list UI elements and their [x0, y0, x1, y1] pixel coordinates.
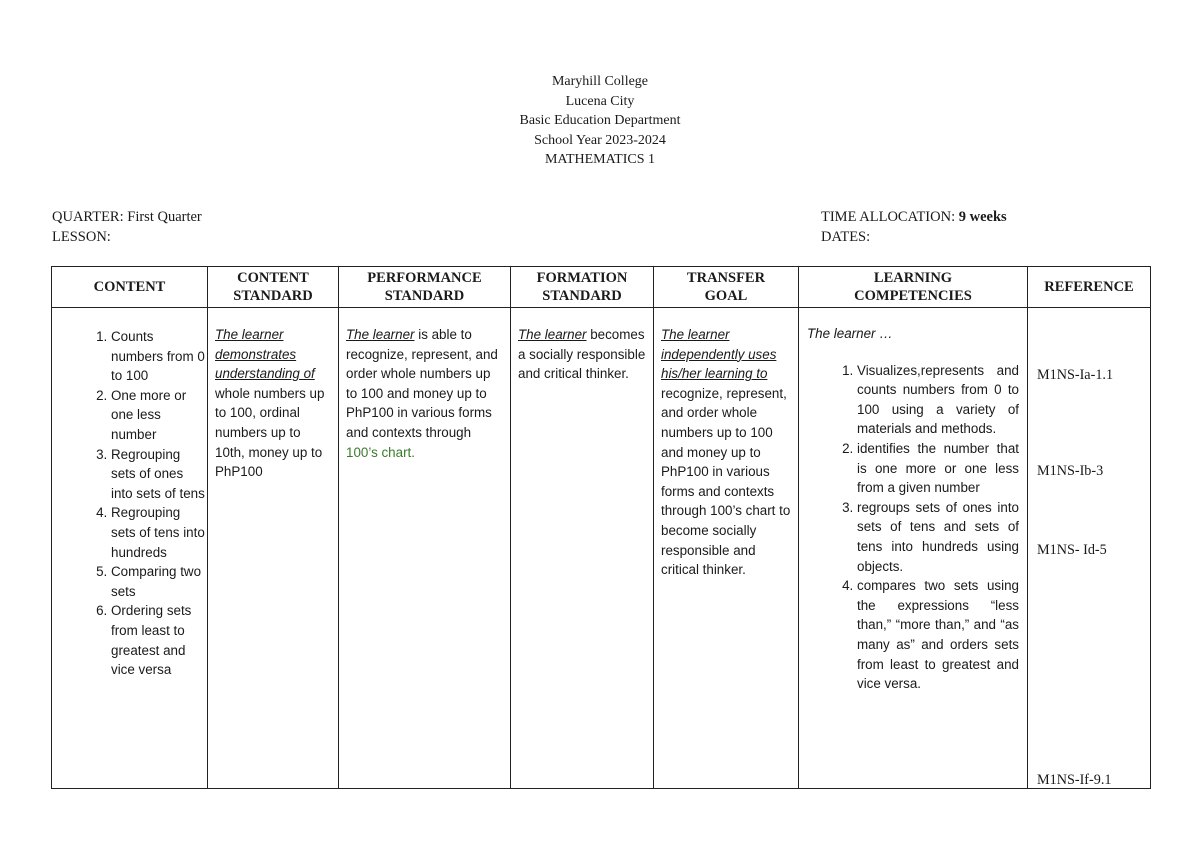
list-item: 3. regroups sets of ones into sets of tens and sets of tens into hundreds using objects.	[857, 498, 1019, 576]
time-allocation-value: 9 weeks	[958, 209, 1007, 225]
content-cell	[52, 308, 208, 789]
lesson-line	[52, 228, 202, 248]
dates-label: DATES:	[821, 228, 871, 245]
list-item: 4. Regrouping sets of tens into hundreds	[111, 503, 207, 562]
school-year: School Year 2023-2024	[534, 132, 666, 148]
transfer-goal-text: recognize, represent, and order whole numbers up to 100 and money up to PhP100 in various forms and contexts through 100’s chart to become socially responsible and critical thinker.	[661, 385, 791, 578]
header-formation-standard: FORMATION STANDARD	[511, 267, 654, 308]
performance-standard-highlight: 100’s chart.	[346, 444, 415, 460]
time-allocation-line	[821, 208, 1007, 228]
list-item: 1. Visualizes,represents and counts numbers from 0 to 100 using a variety of materials and methods.	[857, 361, 1019, 439]
header-learning-competencies: LEARNING COMPETENCIES	[799, 267, 1028, 308]
reference-code: M1NS-Ia-1.1	[1037, 367, 1114, 383]
formation-standard-text: becomes a socially responsible and critical thinker.	[518, 327, 646, 382]
transfer-goal-cell	[654, 308, 799, 789]
list-item: 2. identifies the number that is one more or one less from a given number	[857, 439, 1019, 498]
formation-standard-lead: The learner	[518, 327, 587, 342]
list-item: 2. One more or one less number	[111, 386, 207, 445]
list-item: 3. Regrouping sets of ones into sets of tens	[111, 445, 207, 504]
quarter-line	[52, 208, 202, 228]
performance-standard-text: is able to recognize, represent, and order whole numbers up to 100 and money up to PhP100 in various forms and contexts through	[346, 327, 498, 440]
department-name: Basic Education Department	[519, 113, 681, 128]
performance-standard-lead: The learner	[346, 327, 415, 342]
school-name: Maryhill College	[551, 74, 649, 89]
content-standard-cell	[208, 308, 339, 789]
list-item: 1. Counts numbers from 0 to 100	[111, 327, 207, 386]
list-item: 6. Ordering sets from least to greatest and vice versa	[111, 601, 207, 679]
header-performance-standard: PERFORMANCE STANDARD	[339, 267, 511, 308]
curriculum-map-table	[51, 266, 1151, 789]
quarter-value: First Quarter	[127, 209, 202, 225]
learning-competencies-cell	[799, 308, 1028, 789]
table-row	[52, 308, 1151, 789]
meta-right-block	[821, 208, 1007, 247]
header-transfer-goal: TRANSFER GOAL	[654, 267, 799, 308]
reference-code: M1NS-If-9.1	[1037, 772, 1112, 788]
school-city: Lucena City	[565, 93, 635, 109]
header-reference: REFERENCE	[1028, 267, 1151, 308]
table-header-row	[52, 267, 1151, 308]
performance-standard-cell	[339, 308, 511, 789]
reference-cell	[1028, 308, 1151, 789]
content-list	[52, 327, 207, 680]
dates-line	[821, 228, 1007, 248]
content-standard-lead: The learner demonstrates understanding of	[215, 327, 315, 382]
reference-code: M1NS- Id-5	[1037, 542, 1107, 558]
quarter-label: QUARTER:	[52, 209, 124, 225]
time-allocation-label: TIME ALLOCATION:	[821, 209, 956, 225]
subject-title: MATHEMATICS 1	[544, 152, 656, 167]
learning-competencies-intro: The learner …	[807, 326, 893, 341]
content-standard-text: whole numbers up to 100, ordinal numbers up to 10th, money up to PhP100	[215, 385, 325, 480]
list-item: 4. compares two sets using the expressions “less than,” “more than,” and “as many as” and orders sets from least to greatest and vice versa.	[857, 576, 1019, 694]
reference-code: M1NS-Ib-3	[1037, 463, 1104, 479]
document-header	[0, 72, 1200, 170]
transfer-goal-lead: The learner independently uses his/her learning to	[661, 327, 777, 382]
meta-left-block	[52, 208, 202, 247]
list-item: 5. Comparing two sets	[111, 562, 207, 601]
formation-standard-cell	[511, 308, 654, 789]
header-content: CONTENT	[52, 267, 208, 308]
learning-competencies-list	[799, 361, 1027, 694]
header-content-standard: CONTENT STANDARD	[208, 267, 339, 308]
lesson-label: LESSON:	[52, 228, 111, 245]
